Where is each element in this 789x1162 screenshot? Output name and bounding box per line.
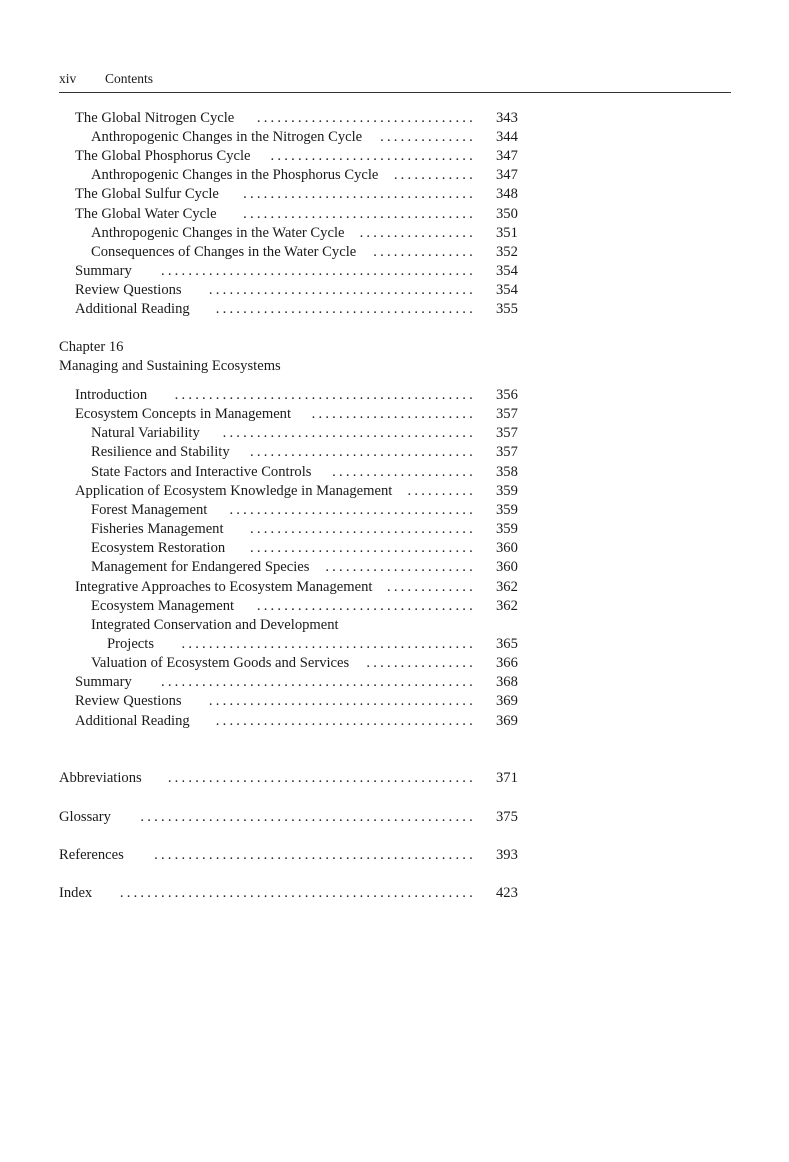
dot-leader: ....................................... — [208, 281, 476, 298]
toc-entry[interactable] — [75, 300, 518, 319]
toc-entry-title: Review Questions — [75, 281, 182, 298]
toc-entry-title: Additional Reading — [75, 712, 190, 729]
toc-entry-page: 362 — [496, 578, 518, 595]
dot-leader: .............. — [380, 129, 476, 146]
toc-entry[interactable] — [91, 616, 476, 635]
dot-leader: ...................................... — [215, 301, 476, 317]
toc-entry-page: 365 — [496, 635, 518, 652]
dot-leader: ....................................... — [208, 693, 476, 710]
toc-entry-title: References — [59, 847, 124, 863]
toc-entry-title: Fisheries Management — [91, 521, 224, 538]
toc-entry[interactable] — [75, 185, 518, 204]
toc-entry-page: 344 — [496, 129, 518, 146]
toc-entry-page: 360 — [496, 540, 518, 557]
toc-entry-page: 356 — [496, 387, 518, 403]
toc-entry-title: Anthropogenic Changes in the Water Cycle — [91, 224, 345, 241]
toc-entry-title: Ecosystem Concepts in Management — [75, 406, 292, 423]
dot-leader: .................................. — [243, 205, 476, 222]
toc-entry-title: Anthropogenic Changes in the Phosphorus Cycle — [91, 167, 379, 184]
toc-entry-page: 423 — [496, 885, 518, 901]
toc-entry[interactable] — [91, 166, 518, 185]
toc-entry-page: 368 — [496, 674, 518, 691]
toc-entry-title: Integrated Conservation and Development — [91, 616, 339, 633]
dot-leader: ............................................. — [167, 770, 476, 786]
toc-entry-title: The Global Water Cycle — [75, 205, 217, 222]
toc-entry-page: 371 — [496, 770, 518, 786]
dot-leader: .................................... — [229, 501, 476, 518]
toc-entry-page: 362 — [496, 597, 518, 614]
toc-entry[interactable] — [75, 147, 518, 166]
dot-leader: ..................................... — [222, 425, 476, 442]
dot-leader: ................................ — [256, 110, 476, 126]
toc-entry-page: 347 — [496, 148, 518, 165]
toc-entry-page: 351 — [496, 224, 518, 241]
toc-entry-page: 369 — [496, 693, 518, 710]
dot-leader: ............. — [386, 578, 476, 595]
toc-entry[interactable] — [91, 597, 518, 616]
toc-entry-title: The Global Sulfur Cycle — [75, 186, 219, 203]
chapter-title: Managing and Sustaining Ecosystems — [59, 358, 281, 374]
toc-entry[interactable] — [75, 281, 518, 300]
toc-entry-page: 347 — [496, 167, 518, 184]
toc-entry-title: Natural Variability — [91, 425, 200, 442]
toc-entry-page: 359 — [496, 501, 518, 518]
toc-entry-page: 358 — [496, 463, 518, 480]
toc-entry[interactable] — [91, 558, 518, 577]
toc-entry[interactable] — [59, 846, 518, 865]
toc-entry-title: Ecosystem Restoration — [91, 540, 226, 557]
toc-entry-title: Management for Endangered Species — [91, 559, 310, 576]
toc-entry[interactable] — [91, 443, 518, 462]
toc-entry-page: 359 — [496, 482, 518, 499]
toc-entry-page: 369 — [496, 712, 518, 729]
running-head-title: Contents — [105, 71, 154, 86]
toc-entry-page: 354 — [496, 262, 518, 279]
toc-entry-title: State Factors and Interactive Controls — [91, 463, 312, 480]
toc-entry[interactable] — [75, 673, 518, 692]
dot-leader: ..................... — [332, 463, 476, 480]
dot-leader: ...................................... — [215, 712, 476, 729]
dot-leader: ........................ — [311, 406, 476, 423]
toc-entry[interactable] — [59, 808, 518, 827]
toc-entry-page: 355 — [496, 301, 518, 317]
dot-leader: ........................................... — [181, 635, 476, 652]
toc-entry-page: 354 — [496, 281, 518, 298]
toc-entry-title: The Global Nitrogen Cycle — [75, 110, 235, 126]
toc-entry-title: Glossary — [59, 809, 111, 825]
toc-entry-title: Introduction — [75, 387, 148, 403]
toc-entry[interactable] — [91, 463, 518, 482]
toc-entry-title: Application of Ecosystem Knowledge in Management — [75, 482, 393, 499]
toc-entry[interactable] — [91, 520, 518, 539]
dot-leader: .............................. — [270, 148, 476, 165]
dot-leader: ................................. — [250, 540, 476, 557]
toc-entry[interactable] — [75, 712, 518, 731]
toc-entry-page: 357 — [496, 444, 518, 461]
toc-entry-title: Resilience and Stability — [91, 444, 230, 461]
dot-leader: .............................................. — [160, 262, 476, 279]
toc-entry[interactable] — [91, 539, 518, 558]
dot-leader: ............................................ — [174, 387, 476, 403]
toc-entry[interactable] — [107, 635, 518, 654]
dot-leader: ................................. — [250, 521, 476, 538]
toc-entry-title: Summary — [75, 674, 132, 691]
dot-leader: .......... — [407, 482, 476, 499]
toc-entry-page: 360 — [496, 559, 518, 576]
toc-entry-title: Abbreviations — [59, 770, 142, 786]
toc-entry-title: Valuation of Ecosystem Goods and Services — [91, 655, 350, 672]
toc-entry-page: 357 — [496, 406, 518, 423]
toc-entry[interactable] — [91, 224, 518, 243]
toc-entry-page: 393 — [496, 847, 518, 863]
toc-entry[interactable] — [91, 501, 518, 520]
toc-entry[interactable] — [75, 109, 518, 128]
toc-entry-title: The Global Phosphorus Cycle — [75, 148, 251, 165]
toc-entry-page: 350 — [496, 205, 518, 222]
toc-entry-title: Summary — [75, 262, 132, 279]
dot-leader: ................................ — [256, 597, 476, 614]
dot-leader: ............... — [373, 243, 476, 260]
toc-entry-page: 352 — [496, 243, 518, 260]
toc-entry-title: Ecosystem Management — [91, 597, 235, 614]
toc-entry[interactable] — [59, 769, 518, 788]
toc-entry-title: Integrative Approaches to Ecosystem Management — [75, 578, 373, 595]
toc-entry[interactable] — [75, 262, 518, 281]
toc-entry[interactable] — [75, 205, 518, 224]
toc-entry-page: 348 — [496, 186, 518, 203]
toc-entry-title: Review Questions — [75, 693, 182, 710]
toc-entry-page: 366 — [496, 655, 518, 672]
chapter-label: Chapter 16 — [59, 339, 124, 355]
dot-leader: .............................................. — [160, 674, 476, 691]
toc-entry-title: Forest Management — [91, 501, 208, 518]
toc-entry[interactable] — [59, 884, 518, 903]
dot-leader: .................................. — [243, 186, 476, 203]
page-number: xiv — [59, 71, 77, 86]
toc-entry[interactable] — [91, 243, 518, 262]
toc-entry[interactable] — [75, 692, 518, 711]
toc-entry-page: 357 — [496, 425, 518, 442]
dot-leader: ................. — [359, 224, 476, 241]
toc-entry-title: Projects — [107, 635, 155, 652]
toc-entry-page: 375 — [496, 809, 518, 825]
dot-leader: ................................. — [250, 444, 476, 461]
toc-entry[interactable] — [75, 386, 518, 405]
dot-leader: ................................................. — [140, 809, 476, 825]
toc-entry[interactable] — [75, 482, 518, 501]
toc-entry[interactable] — [91, 128, 518, 147]
dot-leader: .................................................... — [119, 885, 476, 901]
dot-leader: ................ — [366, 655, 476, 672]
dot-leader: ............................................... — [154, 847, 476, 863]
toc-entry-title: Anthropogenic Changes in the Nitrogen Cycle — [91, 129, 363, 146]
toc-entry-title: Consequences of Changes in the Water Cycle — [91, 243, 357, 260]
toc-entry[interactable] — [75, 578, 518, 597]
toc-entry-page: 343 — [496, 110, 518, 126]
toc-entry-title: Index — [59, 885, 93, 901]
running-head — [59, 70, 731, 93]
toc-entry-page: 359 — [496, 521, 518, 538]
dot-leader: ...................... — [325, 559, 476, 576]
toc-entry[interactable] — [91, 654, 518, 673]
toc-entry[interactable] — [91, 424, 518, 443]
toc-entry[interactable] — [75, 405, 518, 424]
toc-entry-title: Additional Reading — [75, 301, 190, 317]
dot-leader: ............ — [393, 167, 476, 184]
